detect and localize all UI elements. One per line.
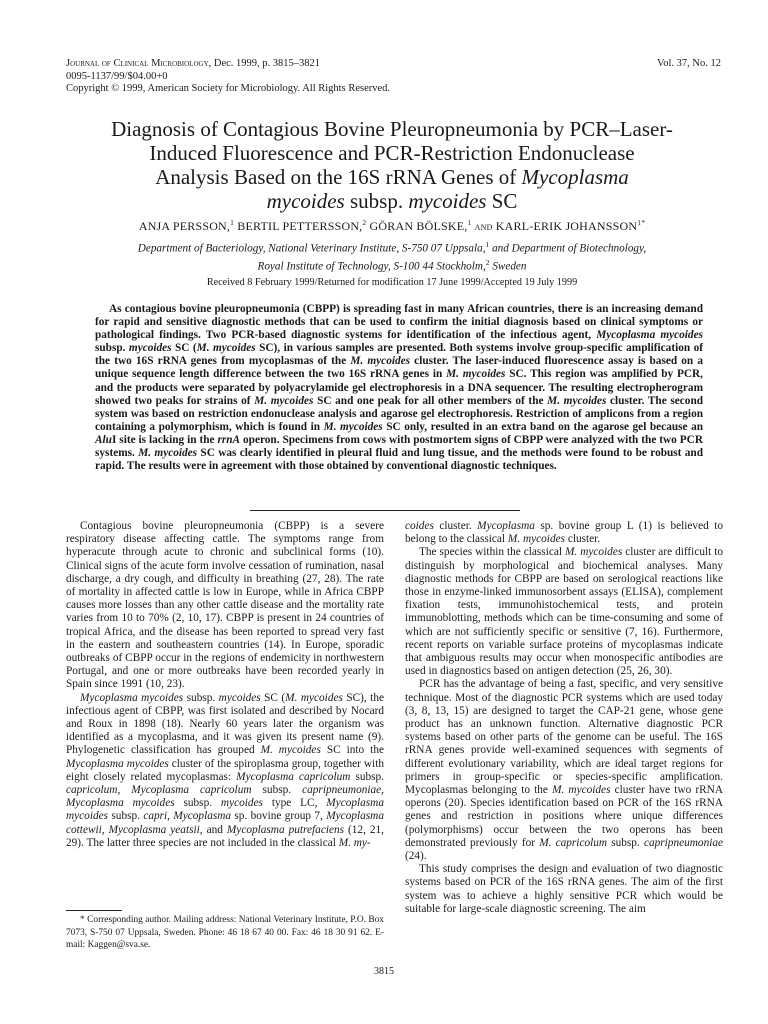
title-line-4: mycoides subsp. mycoides SC bbox=[266, 189, 518, 213]
paragraph: This study comprises the design and evaluation of two diagnostic systems based on PCR of the 16S rRNA genes. The aim of the first system was to achieve a highly sensitive PCR which would be suitable for large-scale diagnostic screening. The aim bbox=[405, 863, 723, 915]
body-column-right bbox=[405, 520, 723, 916]
paragraph: Mycoplasma mycoides subsp. mycoides SC (M. mycoides SC), the infectious agent of CBPP, was first isolated and described by Nocard and Roux in 1898 (18). Nearly 60 years later the organism was identified as a mycoplasma, and it was given its present name (9). Phylogenetic classification has grouped M. mycoides SC into the Mycoplasma mycoides cluster of the spiroplasma group, together with eight closely related mycoplasmas: Mycoplasma capricolum subsp. capricolum, Mycoplasma capricolum subsp. capripneumoniae, Mycoplasma mycoides subsp. mycoides type LC, Mycoplasma mycoides subsp. capri, Mycoplasma sp. bovine group 7, Mycoplasma cottewii, Mycoplasma yeatsii, and Mycoplasma putrefaciens (12, 21, 29). The latter three species are not included in the classical M. my- bbox=[66, 691, 385, 849]
copyright: Copyright © 1999, American Society for Microbiology. All Rights Reserved. bbox=[66, 83, 391, 94]
abstract: As contagious bovine pleuropneumonia (CBPP) is spreading fast in many African countries, there is an increasing demand for rapid and sensitive diagnostic methods that can be used to confirm the initial diagnosis based on clinical symptoms or pathological findings. Two PCR-based diagnostic systems for identification of the infectious agent, Mycoplasma mycoides subsp. mycoides SC (M. mycoides SC), in various samples are presented. Both systems involve group-specific amplification of the two 16S rRNA genes from mycoplasmas of the M. mycoides cluster. The laser-induced fluorescence assay is based on a unique sequence length difference between the two 16S rRNA genes in M. mycoides SC. This region was amplified by PCR, and the products were separated by polyacrylamide gel electrophoresis in a DNA sequencer. The resulting electropherogram showed two peaks for strains of M. mycoides SC and one peak for all other members of the M. mycoides cluster. The second system was based on restriction endonuclease analysis and agarose gel electrophoresis. Restriction of amplicons from a region containing a polymorphism, which is found in M. mycoides SC only, resulted in an extra band on the agarose gel because an AluI site is lacking in the rrnA operon. Specimens from cows with postmortem signs of CBPP were analyzed with the two PCR systems. M. mycoides SC was clearly identified in pleural fluid and lung tissue, and the methods were found to be robust and rapid. The results were in agreement with those obtained by conventional diagnostic techniques. bbox=[95, 303, 704, 473]
author-1: ANJA PERSSON, bbox=[138, 219, 231, 233]
title-line-3: Analysis Based on the 16S rRNA Genes of Mycoplasma bbox=[155, 165, 629, 189]
paragraph: PCR has the advantage of being a fast, specific, and very sensitive technique. Most of the diagnostic PCR systems which are used today (3, 8, 13, 15) are designed to target the CAP-21 gene, whose gene product has an unknown function. Alternative diagnostic PCR systems based on other parts of the genome can be useful. The 16S rRNA genes provide well-examined sequences with segments of different evolutionary variability, which are ideal target regions for primers in group-specific or species-specific amplification. Mycoplasmas belonging to the M. mycoides cluster have two rRNA operons (20). Species identification based on PCR of the 16S rRNA genes and restriction in positions where unique differences (polymorphisms) occur between the two operons has been demonstrated previously for M. capricolum subsp. capripneumoniae (24). bbox=[405, 678, 724, 863]
issn: 0095-1137/99/$04.00+0 bbox=[66, 70, 168, 82]
author-4: KARL-ERIK JOHANSSON bbox=[495, 219, 638, 233]
page-number: 3815 bbox=[374, 966, 394, 977]
journal-header bbox=[66, 58, 390, 96]
article-title bbox=[60, 117, 724, 213]
corresponding-author-footnote: * Corresponding author. Mailing address: National Veterinary Institute, P.O. Box 7073, S-750 07 Uppsala, Sweden. Phone: 46 18 67 40 00. Fax: 46 18 30 91 62. E-mail: Kaggen@sva.se. bbox=[66, 915, 384, 950]
author-list: ANJA PERSSON,$^1$ BERTIL PETTERSSON,$^2$ GÖRAN BÖLSKE,$^1$ and KARL-ERIK $JOHANSSON^{1*}$ bbox=[138, 218, 646, 233]
paragraph: Contagious bovine pleuropneumonia (CBPP) is a severe respiratory disease affecting cattle. The symptoms range from hyperacute through acute to chronic and subclinical forms (10). Clinical signs of the acute form involve cessation of rumination, nasal discharge, a dry cough, and difficulty in breathing (27, 28). The rate of mortality in affected cattle is low in Europe, while in Africa CBPP causes more losses than any other cattle disease and the mortality rate varies from 10 to 70% (2, 10, 17). CBPP is present in 24 countries of tropical Africa, and the disease has been reported to spread very fast in the eastern and southeastern countries (14). In Europe, sporadic outbreaks of CBPP occur in the regions of endemicity in northwestern Portugal, and one or more outbreaks have been recorded yearly in Spain since 1991 (10, 23). bbox=[66, 520, 384, 691]
paragraph: coides cluster. Mycoplasma sp. bovine group L (1) is believed to belong to the classical M. mycoides cluster. bbox=[405, 520, 723, 546]
journal-name: Journal of Clinical Microbiology bbox=[66, 58, 209, 69]
affiliation-line-1: Department of Bacteriology, National Veterinary Institute, S-750 07 Uppsala,$^1$ and Department of Biotechnology, bbox=[137, 240, 647, 255]
paragraph: The species within the classical M. mycoides cluster are difficult to distinguish by morphological and biochemical analyses. Many diagnostic methods for CBPP are based on serological reactions like those in enzyme-linked immunosorbent assays (ELISA), complement fixation tests, immunohistochemical tests, and protein immunoblotting, methods which can be time-consuming and some of which are not sufficiently specific or sensitive (7, 16). Furthermore, recent reports on variable surface proteins of mycoplasmas indicate that ambiguous results may occur when monospecific antibodies are used in diagnostics based on antigen detection (25, 26, 30). bbox=[405, 546, 724, 678]
author-2: BERTIL PETTERSSON, bbox=[234, 219, 363, 233]
volume-number: Vol. 37, No. 12 bbox=[657, 58, 721, 69]
title-line-1: Diagnosis of Contagious Bovine Pleuropneumonia by PCR–Laser- bbox=[111, 117, 673, 141]
footnote-rule bbox=[66, 910, 122, 911]
title-line-2: Induced Fluorescence and PCR-Restriction Endonuclease bbox=[149, 141, 635, 165]
author-3: GÖRAN BÖLSKE, bbox=[366, 219, 468, 233]
journal-date-pages: , Dec. 1999, p. 3815–3821 bbox=[208, 58, 321, 69]
body-column-left bbox=[66, 520, 384, 850]
journal-citation bbox=[66, 58, 390, 71]
abstract-divider bbox=[250, 510, 520, 511]
received-dates: Received 8 February 1999/Returned for modification 17 June 1999/Accepted 19 July 1999 bbox=[206, 277, 578, 288]
affiliation-line-2: Royal Institute of Technology, S-100 44 Stockholm,$^2$ Sweden bbox=[257, 257, 527, 273]
affiliations bbox=[60, 238, 724, 273]
